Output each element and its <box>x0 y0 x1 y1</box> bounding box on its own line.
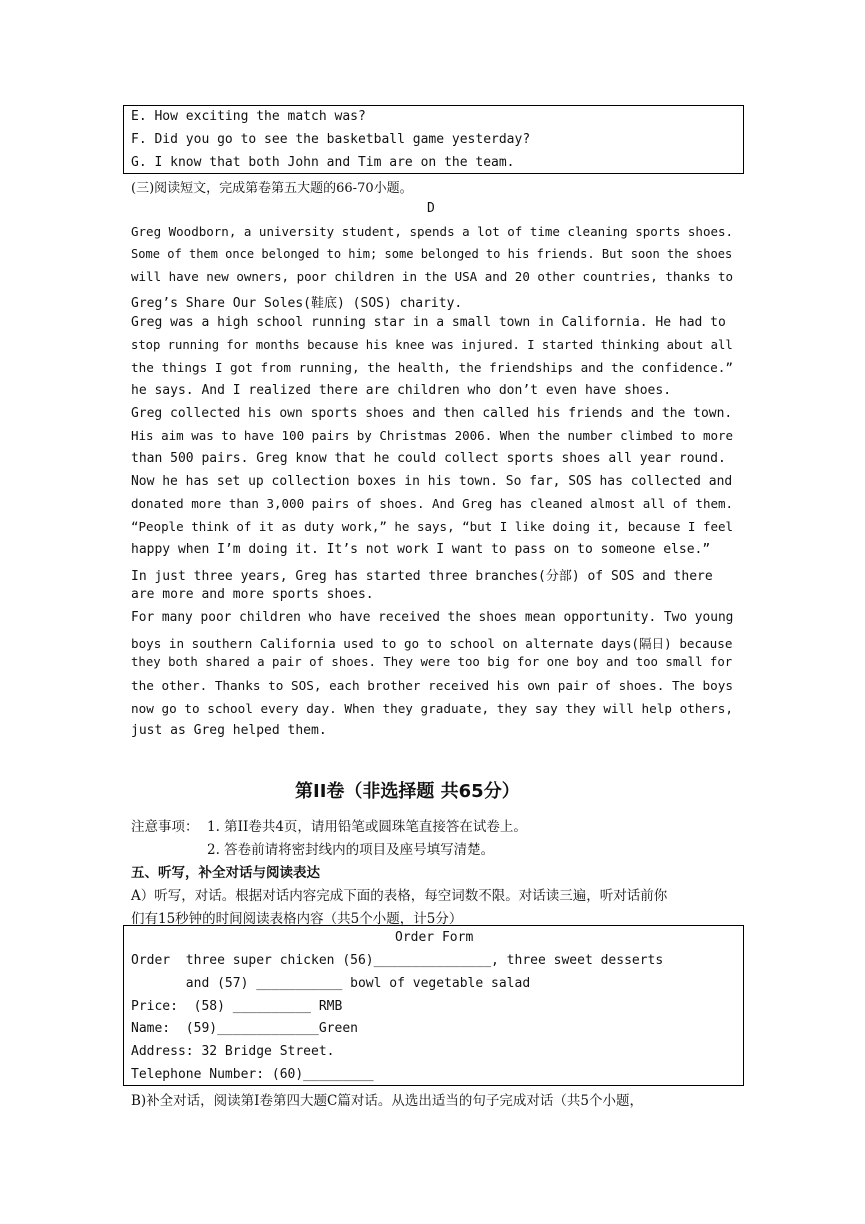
passage-line: happy when I’m doing it. It’s not work I want to pass on to someone else.” <box>131 541 711 557</box>
passage-line: will have new owners, poor children in the USA and 20 other countries, thanks to <box>131 269 733 285</box>
option-g: G. I know that both John and Tim are on the team. <box>131 155 515 170</box>
passage-line: just as Greg helped them. <box>131 723 327 739</box>
passage-line: the things I got from running, the health, the friendships and the confidence.” <box>131 360 733 376</box>
order-line-address: Address: 32 Bridge Street. <box>131 1044 335 1059</box>
passage-line: donated more than 3,000 pairs of shoes. And Greg has cleaned almost all of them. <box>131 496 733 512</box>
section-a-line2: 们有15秒钟的时间阅读表格内容（共5个小题，计5分） <box>131 911 463 927</box>
section5-heading: 五、听写，补全对话与阅读表达 <box>131 865 320 881</box>
passage-line: Now he has set up collection boxes in his town. So far, SOS has collected and <box>131 473 733 489</box>
passage-line: Greg collected his own sports shoes and then called his friends and the town. <box>131 405 733 421</box>
passage-line: Some of them once belonged to him; some belonged to his friends. But soon the shoes <box>131 246 733 261</box>
passage-line: For many poor children who have received the shoes mean opportunity. Two young <box>131 609 733 625</box>
passage-line: In just three years, Greg has started three branches(分部) of SOS and there <box>131 568 713 584</box>
passage-line: are more and more sports shoes. <box>131 587 374 603</box>
passage-line: now go to school every day. When they graduate, they say they will help others, <box>131 700 733 716</box>
passage-line: Greg Woodborn, a university student, spends a lot of time cleaning sports shoes. <box>131 224 733 239</box>
passage-line: he says. And I realized there are children who don’t even have shoes. <box>131 382 672 398</box>
passage-line: Greg was a high school running star in a small town in California. He had to <box>131 314 726 330</box>
section-b-line: B)补全对话，阅读第I卷第四大题C篇对话。从选出适当的句子完成对话（共5个小题， <box>131 1093 643 1109</box>
passage-line: stop running for months because his knee was injured. I started thinking about all <box>131 337 733 352</box>
passage-label: D <box>427 201 435 216</box>
passage-line: they both shared a pair of shoes. They were too big for one boy and too small for <box>131 655 733 670</box>
notes-label: 注意事项： <box>131 819 199 835</box>
note-2: 2. 答卷前请将密封线内的项目及座号填写清楚。 <box>207 842 495 858</box>
passage-line: boys in southern California used to go to school on alternate days(隔日) because <box>131 635 733 651</box>
order-line-name: Name: (59)_____________Green <box>131 1021 358 1036</box>
order-line-price: Price: (58) __________ RMB <box>131 999 343 1014</box>
passage-line: His aim was to have 100 pairs by Christmas 2006. When the number climbed to more <box>131 428 733 444</box>
section3-instruction: (三)阅读短文，完成第卷第五大题的66-70小题。 <box>131 181 413 196</box>
order-line-phone: Telephone Number: (60)_________ <box>131 1067 374 1082</box>
passage-line: “People think of it as duty work,” he says, “but I like doing it, because I feel <box>131 519 733 535</box>
section-a-line1: A）听写，对话。根据对话内容完成下面的表格，每空词数不限。对话读三遍，听对话前你 <box>131 888 668 904</box>
option-e: E. How exciting the match was? <box>131 109 366 124</box>
passage-line: Greg’s Share Our Soles(鞋底) (SOS) charity. <box>131 296 463 312</box>
option-f: F. Did you go to see the basketball game yesterday? <box>131 132 531 147</box>
passage-line: than 500 pairs. Greg know that he could collect sports shoes all year round. <box>131 451 726 466</box>
part2-title: 第II卷（非选择题 共65分） <box>295 781 520 802</box>
order-form-title: Order Form <box>395 930 474 945</box>
order-line-1: Order three super chicken (56)_______________, three sweet desserts <box>131 953 664 968</box>
order-line-2: and (57) ___________ bowl of vegetable salad <box>131 976 531 991</box>
note-1: 1. 第II卷共4页，请用铅笔或圆珠笔直接答在试卷上。 <box>207 819 527 835</box>
passage-line: the other. Thanks to SOS, each brother received his own pair of shoes. The boys <box>131 678 733 693</box>
